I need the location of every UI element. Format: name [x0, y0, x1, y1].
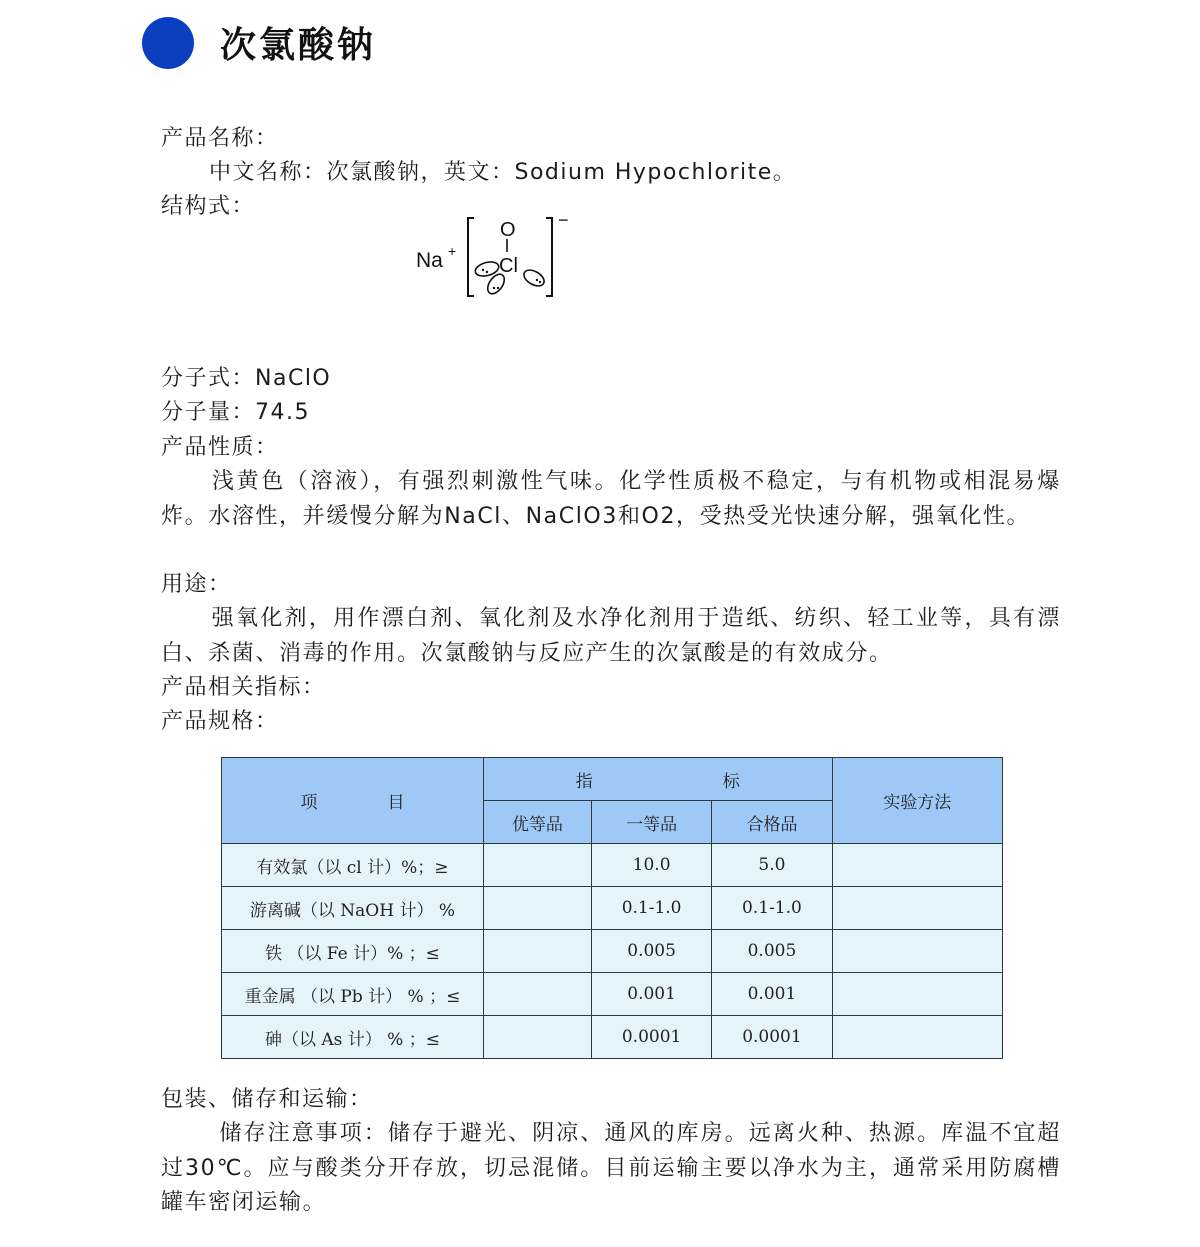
cell-qualified: 5.0 — [712, 844, 832, 887]
cell-method — [832, 887, 1002, 930]
table-row — [222, 1016, 1003, 1059]
properties-label: 产品性质： — [161, 435, 279, 460]
header-grade-first: 一等品 — [591, 801, 711, 844]
cell-item: 游离碱（以 NaOH 计） % — [222, 887, 484, 930]
cell-item: 重金属 （以 Pb 计） % ；≤ — [222, 973, 484, 1016]
header-grade-qualified: 合格品 — [712, 801, 832, 844]
spec-table — [221, 757, 1003, 1059]
cell-method — [832, 973, 1002, 1016]
table-row — [222, 887, 1003, 930]
cell-method — [832, 1016, 1002, 1059]
cell-item: 铁 （以 Fe 计）% ；≤ — [222, 930, 484, 973]
cell-qualified: 0.005 — [712, 930, 832, 973]
left-bracket — [468, 218, 474, 296]
table-row — [222, 844, 1003, 887]
cell-qualified: 0.1-1.0 — [712, 887, 832, 930]
indicators-label: 产品相关指标： — [161, 675, 326, 700]
usage-label: 用途： — [161, 572, 232, 597]
title-bullet-icon — [142, 17, 194, 69]
cell-first: 10.0 — [591, 844, 711, 887]
cell-first: 0.001 — [591, 973, 711, 1016]
cell-premium — [483, 1016, 591, 1059]
cell-qualified: 0.0001 — [712, 1016, 832, 1059]
structural-formula — [410, 212, 590, 304]
molecular-weight-value: 74.5 — [255, 400, 310, 425]
formula-cation: Na — [416, 249, 443, 272]
page-title: 次氯酸钠 — [220, 25, 377, 66]
table-row — [222, 930, 1003, 973]
spec-label: 产品规格： — [161, 709, 279, 734]
header-test-method: 实验方法 — [832, 758, 1002, 844]
cell-premium — [483, 844, 591, 887]
cell-qualified: 0.001 — [712, 973, 832, 1016]
cell-premium — [483, 973, 591, 1016]
table-row — [222, 973, 1003, 1016]
formula-oxygen: O — [500, 219, 516, 241]
right-bracket — [546, 218, 552, 296]
cell-method — [832, 930, 1002, 973]
packaging-text: 储存注意事项：储存于避光、阴凉、通风的库房。远离火种、热源。库温不宜超过30℃。应与酸类分开存放，切忌混储。目前运输主要以净水为主，通常采用防腐槽罐车密闭运输。 — [161, 1121, 1061, 1215]
properties-text: 浅黄色（溶液），有强烈刺激性气味。化学性质极不稳定，与有机物或相混易爆炸。水溶性，并缓慢分解为NaCl、NaClO3和O2，受热受光快速分解，强氧化性。 — [161, 469, 1061, 529]
cell-first: 0.0001 — [591, 1016, 711, 1059]
usage-text: 强氧化剂，用作漂白剂、氧化剂及水净化剂用于造纸、纺织、轻工业等，具有漂白、杀菌、消毒的作用。次氯酸钠与反应产生的次氯酸是的有效成分。 — [161, 606, 1061, 666]
molecular-formula — [161, 362, 331, 396]
product-name-label: 产品名称： — [161, 126, 279, 151]
lone-pair-right — [521, 267, 547, 289]
formula-cation-charge: + — [448, 243, 457, 259]
header-grade-premium: 优等品 — [483, 801, 591, 844]
cell-method — [832, 844, 1002, 887]
molecular-weight — [161, 396, 310, 430]
molecular-formula-value: NaClO — [255, 366, 332, 391]
molecular-formula-label: 分子式： — [161, 366, 256, 391]
cell-item: 砷（以 As 计） % ；≤ — [222, 1016, 484, 1059]
formula-anion-charge: − — [558, 212, 569, 230]
molecular-weight-label: 分子量： — [161, 400, 256, 425]
cell-first: 0.005 — [591, 930, 711, 973]
header-item: 项 目 — [222, 758, 484, 844]
packaging-label: 包装、储存和运输： — [161, 1087, 373, 1112]
product-name-detail: 中文名称：次氯酸钠，英文：Sodium Hypochlorite。 — [209, 160, 797, 185]
cell-first: 0.1-1.0 — [591, 887, 711, 930]
header-index: 指 标 — [483, 758, 832, 801]
cell-item: 有效氯（以 cl 计）%；≥ — [222, 844, 484, 887]
formula-chlorine: Cl — [499, 255, 518, 277]
cell-premium — [483, 930, 591, 973]
structure-label: 结构式： — [161, 194, 256, 219]
cell-premium — [483, 887, 591, 930]
